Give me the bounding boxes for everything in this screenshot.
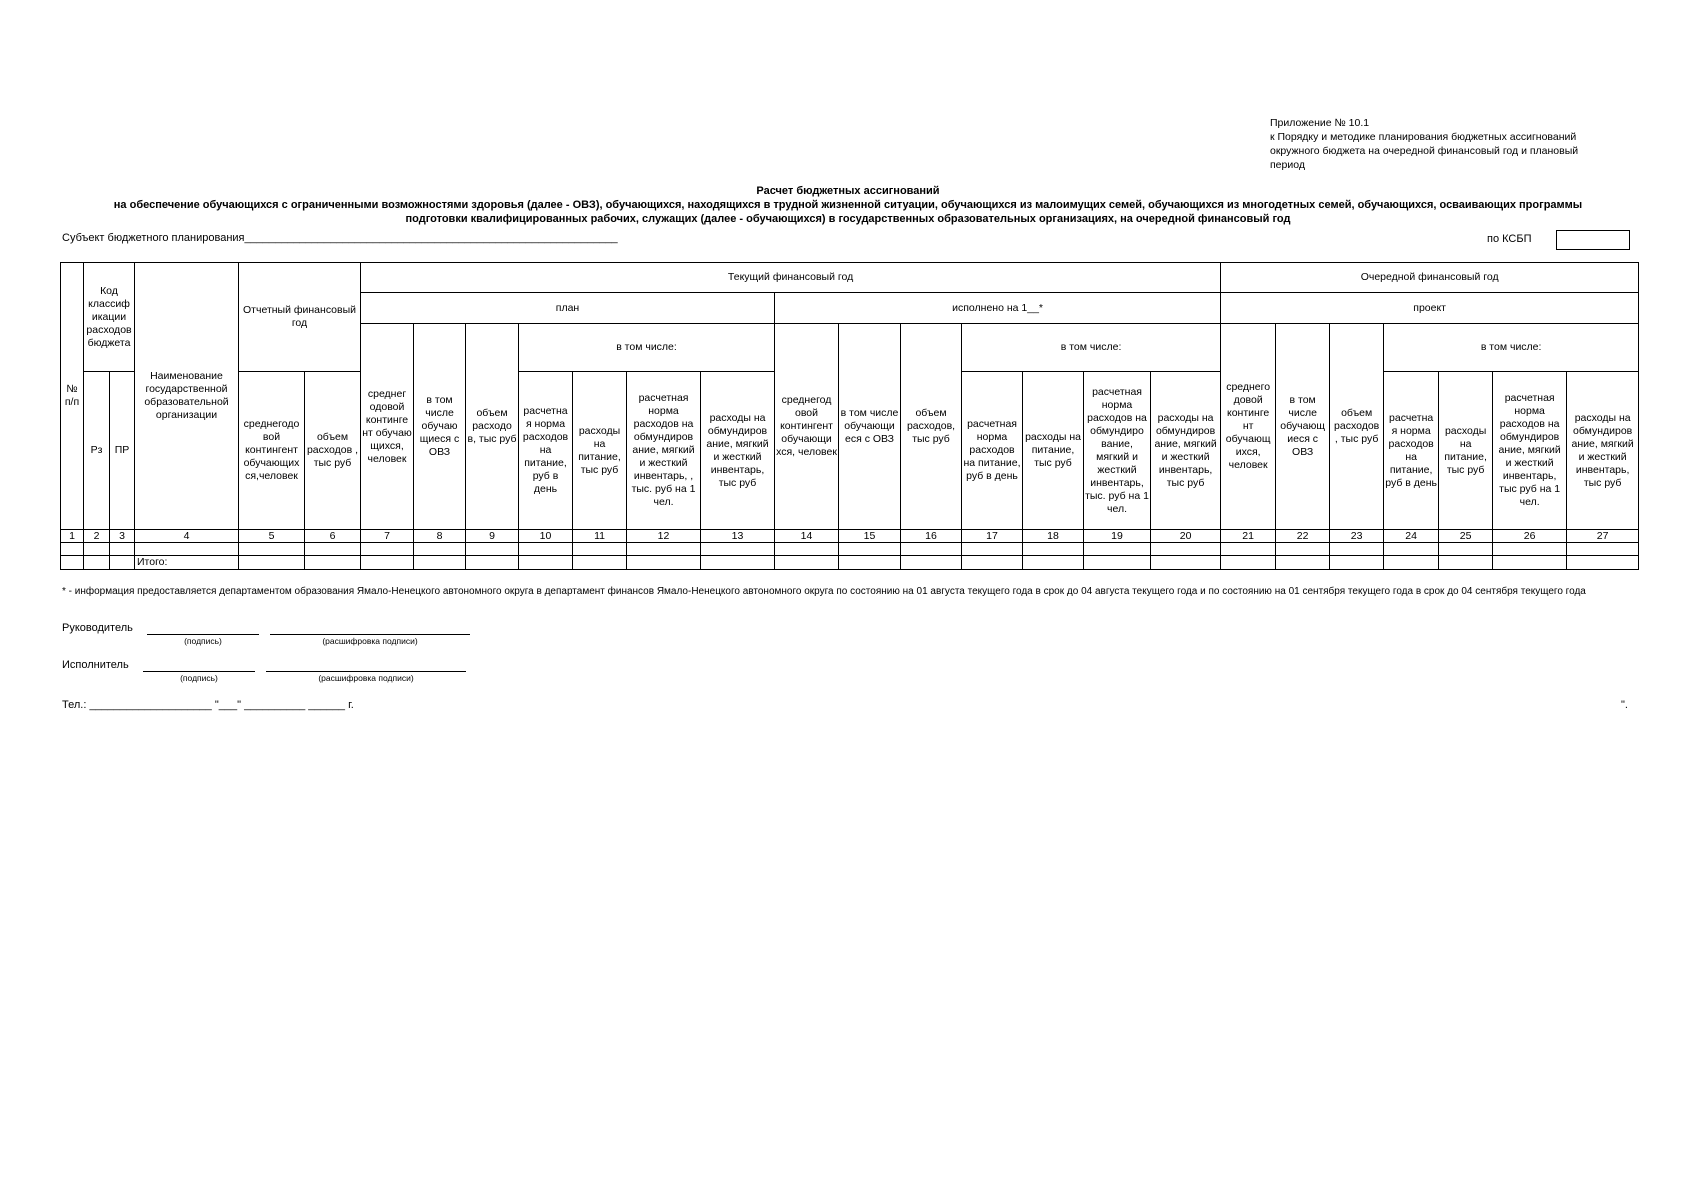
appendix-block [1270, 116, 1630, 172]
column-number-cell: 11 [573, 530, 627, 543]
header-col-11: расходы на питание, тыс руб [573, 372, 627, 530]
total-cell[interactable] [1023, 556, 1084, 570]
header-col-14: среднегод овой контингент обучающи хся, человек [775, 324, 839, 530]
head-label: Руководитель [62, 622, 133, 634]
total-cell[interactable] [573, 556, 627, 570]
total-row [61, 556, 1639, 570]
header-including: в том числе: [1384, 324, 1639, 372]
header-col-8: в том числе обучаю щиеся с ОВЗ [414, 324, 466, 530]
total-label: Итого: [135, 556, 239, 570]
column-number-cell: 14 [775, 530, 839, 543]
header-col-21: среднего довой континге нт обучающ ихся, человек [1221, 324, 1276, 530]
table-cell[interactable] [61, 543, 84, 556]
decode-caption: (расшифровка подписи) [318, 673, 414, 683]
total-cell[interactable] [239, 556, 305, 570]
header-col-9: объем расходо в, тыс руб [466, 324, 519, 530]
header-col-22: в том числе обучающ иеся с ОВЗ [1276, 324, 1330, 530]
header-including: в том числе: [962, 324, 1221, 372]
table-cell[interactable] [466, 543, 519, 556]
total-cell[interactable] [1151, 556, 1221, 570]
column-number-cell: 15 [839, 530, 901, 543]
appendix-line: окружного бюджета на очередной финансовый год и плановый [1270, 145, 1579, 157]
table-cell[interactable] [1023, 543, 1084, 556]
table-cell[interactable] [1221, 543, 1276, 556]
column-number-cell: 10 [519, 530, 573, 543]
header-current-year: Текущий финансовый год [361, 263, 1221, 293]
column-number-cell: 20 [1151, 530, 1221, 543]
total-cell[interactable] [1084, 556, 1151, 570]
header-col-23: объем расходов , тыс руб [1330, 324, 1384, 530]
header-pr: ПР [110, 372, 135, 530]
appendix-line: Приложение № 10.1 [1270, 117, 1370, 129]
appendix-line: период [1270, 159, 1305, 171]
header-col-18: расходы на питание, тыс руб [1023, 372, 1084, 530]
title-line: подготовки квалифицированных рабочих, служащих (далее - обучающихся) в государственных образовательных организациях, на очередной финансовый год [405, 213, 1291, 225]
total-cell[interactable] [414, 556, 466, 570]
table-cell[interactable] [414, 543, 466, 556]
header-project: проект [1221, 293, 1639, 324]
column-number-cell: 23 [1330, 530, 1384, 543]
executor-label: Исполнитель [62, 659, 129, 671]
decode-caption: (расшифровка подписи) [322, 636, 418, 646]
total-cell[interactable] [110, 556, 135, 570]
table-cell[interactable] [1493, 543, 1567, 556]
table-cell[interactable] [627, 543, 701, 556]
executor-sign-line[interactable] [143, 659, 255, 672]
column-number-row [61, 530, 1639, 543]
column-number-cell: 13 [701, 530, 775, 543]
total-cell[interactable] [61, 556, 84, 570]
total-cell[interactable] [1384, 556, 1439, 570]
column-number-cell: 2 [84, 530, 110, 543]
header-col-13: расходы на обмундиров ание, мягкий и жесткий инвентарь, тыс руб [701, 372, 775, 530]
table-cell[interactable] [361, 543, 414, 556]
column-number-cell: 22 [1276, 530, 1330, 543]
column-number-cell: 5 [239, 530, 305, 543]
ksbp-label: по КСБП [1487, 233, 1532, 245]
header-including: в том числе: [519, 324, 775, 372]
table-cell[interactable] [1276, 543, 1330, 556]
head-decode-line[interactable] [270, 622, 470, 635]
table-cell[interactable] [701, 543, 775, 556]
header-col-25: расходы на питание, тыс руб [1439, 372, 1493, 530]
column-number-cell: 8 [414, 530, 466, 543]
column-number-cell: 19 [1084, 530, 1151, 543]
title-line: на обеспечение обучающихся с ограниченными возможностями здоровья (далее - ОВЗ), обучающихся, находящихся в трудной жизненной ситуации, обучающихся из малоимущих семей, обучающихся из многодетных семей, обучающихся, осваивающих программы [113, 199, 1583, 211]
column-number-cell: 4 [135, 530, 239, 543]
closing-quote: ". [1621, 699, 1628, 711]
total-cell[interactable] [1493, 556, 1567, 570]
total-cell[interactable] [1276, 556, 1330, 570]
total-cell[interactable] [519, 556, 573, 570]
table-cell[interactable] [1330, 543, 1384, 556]
total-cell[interactable] [1439, 556, 1493, 570]
table-cell[interactable] [1084, 543, 1151, 556]
header-plan: план [361, 293, 775, 324]
column-number-cell: 24 [1384, 530, 1439, 543]
header-col-24: расчетна я норма расходов на питание, руб в день [1384, 372, 1439, 530]
phone-date-line: Тел.: ____________________ "___" __________ ______ г. [62, 699, 354, 711]
header-col-17: расчетная норма расходов на питание, руб в день [962, 372, 1023, 530]
header-num: № п/п [61, 263, 84, 530]
header-col-20: расходы на обмундиров ание, мягкий и жесткий инвентарь, тыс руб [1151, 372, 1221, 530]
header-col-6: объем расходов , тыс руб [305, 372, 361, 530]
sign-caption: (подпись) [184, 636, 222, 646]
table-cell[interactable] [1384, 543, 1439, 556]
subject-field: Субъект бюджетного планирования_____________________________________________________________ [62, 232, 618, 244]
column-number-cell: 25 [1439, 530, 1493, 543]
header-rz: Рз [84, 372, 110, 530]
header-col-7: среднег одовой континге нт обучаю щихся, человек [361, 324, 414, 530]
column-number-cell: 21 [1221, 530, 1276, 543]
total-cell[interactable] [84, 556, 110, 570]
column-number-cell: 1 [61, 530, 84, 543]
table-cell[interactable] [1567, 543, 1639, 556]
column-number-cell: 7 [361, 530, 414, 543]
column-number-cell: 12 [627, 530, 701, 543]
document-title [60, 184, 1636, 226]
column-number-cell: 17 [962, 530, 1023, 543]
column-number-cell: 6 [305, 530, 361, 543]
appendix-line: к Порядку и методике планирования бюджетных ассигнований [1270, 131, 1577, 143]
header-col-5: среднегодо вой контингент обучающих ся,человек [239, 372, 305, 530]
column-number-cell: 3 [110, 530, 135, 543]
column-number-cell: 18 [1023, 530, 1084, 543]
total-cell[interactable] [627, 556, 701, 570]
table-cell[interactable] [839, 543, 901, 556]
head-sign-line[interactable] [147, 622, 259, 635]
header-code: Код классиф икации расходов бюджета [84, 263, 135, 372]
total-cell[interactable] [1567, 556, 1639, 570]
header-col-10: расчетна я норма расходов на питание, руб в день [519, 372, 573, 530]
total-cell[interactable] [466, 556, 519, 570]
executor-decode-line[interactable] [266, 659, 466, 672]
table-cell[interactable] [1151, 543, 1221, 556]
total-cell[interactable] [361, 556, 414, 570]
header-report-year: Отчетный финансовый год [239, 263, 361, 372]
table-cell[interactable] [239, 543, 305, 556]
total-cell[interactable] [775, 556, 839, 570]
total-cell[interactable] [1330, 556, 1384, 570]
header-next-year: Очередной финансовый год [1221, 263, 1639, 293]
table-cell[interactable] [1439, 543, 1493, 556]
footnote: * - информация предоставляется департаментом образования Ямало-Ненецкого автономного округа в департамент финансов Ямало-Ненецкого автономного округа по состоянию на 01 августа текущего года в срок до 04 августа текущего года и по состоянию на 01 сентября текущего года в срок до 04 сентября текущего года [62, 586, 1586, 597]
header-col-15: в том числе обучающи еся с ОВЗ [839, 324, 901, 530]
table-cell[interactable] [519, 543, 573, 556]
header-executed: исполнено на 1__* [775, 293, 1221, 324]
table-cell[interactable] [84, 543, 110, 556]
total-cell[interactable] [962, 556, 1023, 570]
header-col-16: объем расходов, тыс руб [901, 324, 962, 530]
table-cell[interactable] [305, 543, 361, 556]
budget-table [60, 262, 1639, 570]
column-number-cell: 27 [1567, 530, 1639, 543]
table-cell[interactable] [775, 543, 839, 556]
table-cell[interactable] [110, 543, 135, 556]
column-number-cell: 9 [466, 530, 519, 543]
total-cell[interactable] [305, 556, 361, 570]
total-cell[interactable] [1221, 556, 1276, 570]
column-number-cell: 16 [901, 530, 962, 543]
header-col-19: расчетная норма расходов на обмундиро вание, мягкий и жесткий инвентарь, тыс. руб на 1 чел. [1084, 372, 1151, 530]
header-col-12: расчетная норма расходов на обмундиров ание, мягкий и жесткий инвентарь, , тыс. руб на 1 чел. [627, 372, 701, 530]
total-cell[interactable] [701, 556, 775, 570]
table-cell[interactable] [573, 543, 627, 556]
header-name: Наименование государственной образовательной организации [135, 263, 239, 530]
column-number-cell: 26 [1493, 530, 1567, 543]
sign-caption: (подпись) [180, 673, 218, 683]
table-row [61, 543, 1639, 556]
table-cell[interactable] [135, 543, 239, 556]
header-col-27: расходы на обмундиров ание, мягкий и жесткий инвентарь, тыс руб [1567, 372, 1639, 530]
table-cell[interactable] [962, 543, 1023, 556]
header-col-26: расчетная норма расходов на обмундиров ание, мягкий и жесткий инвентарь, тыс руб на 1 чел. [1493, 372, 1567, 530]
total-cell[interactable] [839, 556, 901, 570]
title-line: Расчет бюджетных ассигнований [756, 185, 940, 197]
total-cell[interactable] [901, 556, 962, 570]
table-cell[interactable] [901, 543, 962, 556]
ksbp-input-box[interactable] [1556, 230, 1630, 250]
